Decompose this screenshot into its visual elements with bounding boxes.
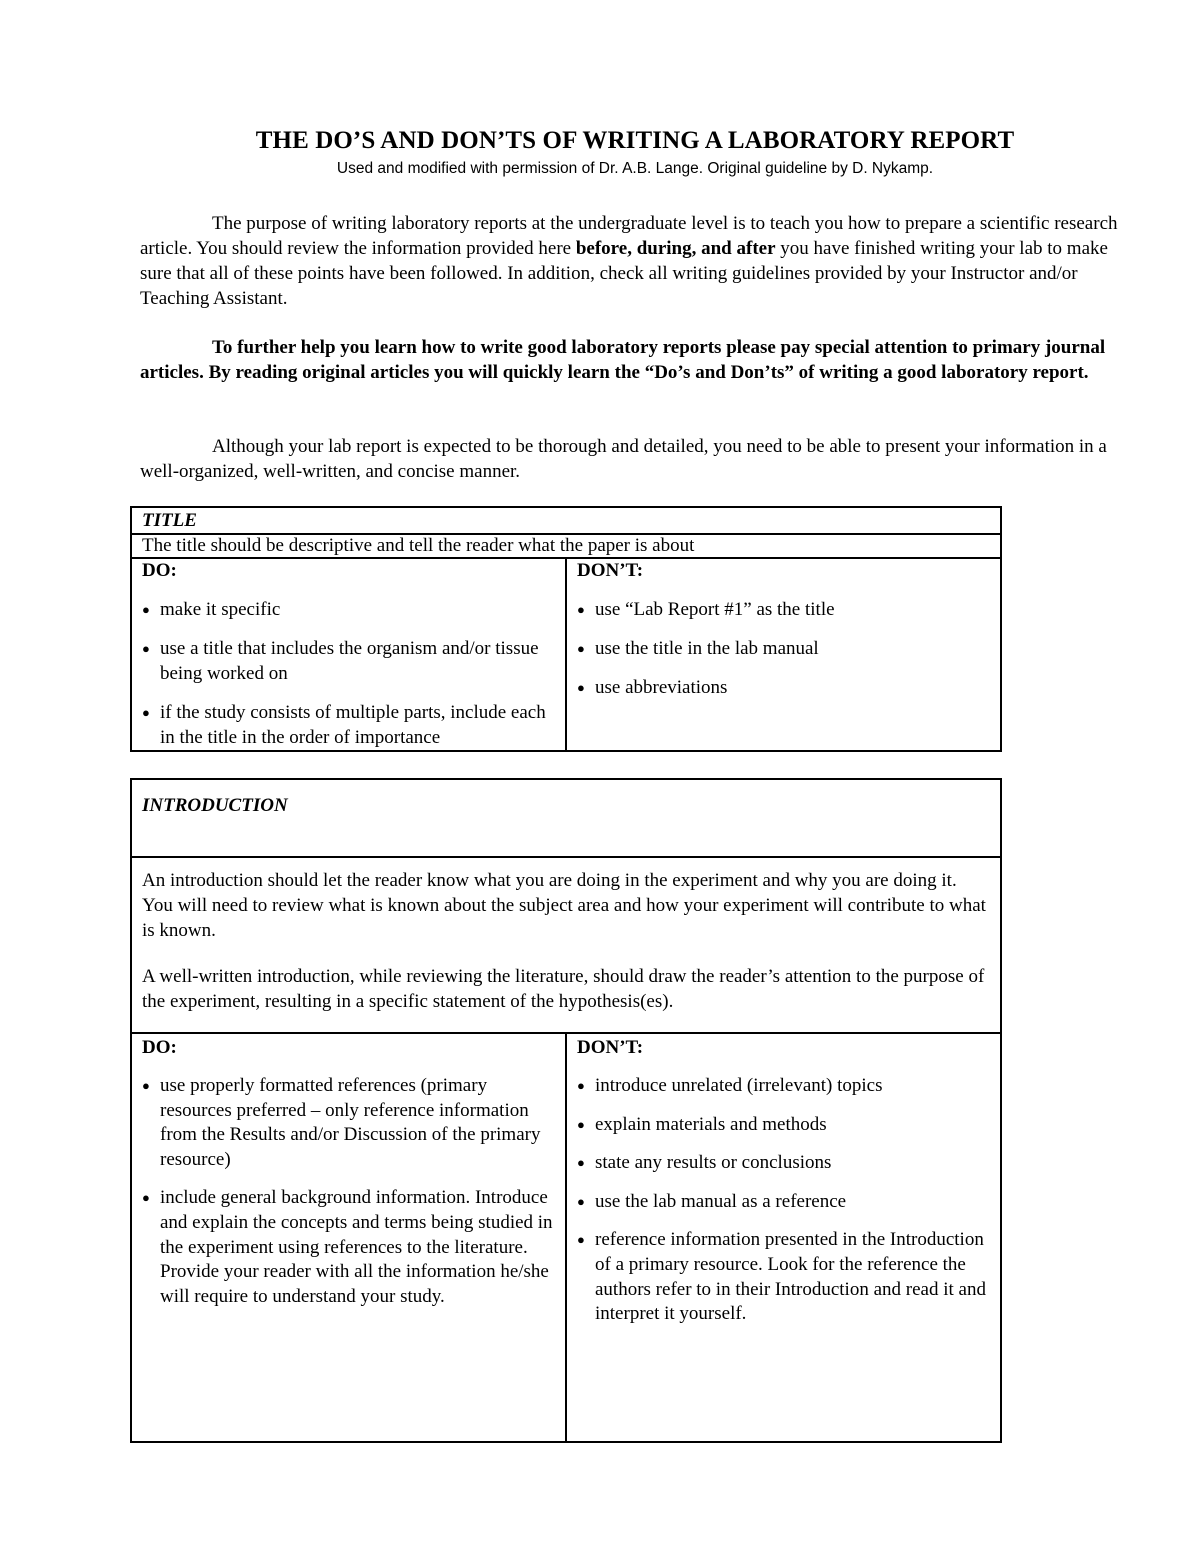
introduction-section-description xyxy=(131,857,1001,1033)
introduction-description-2: A well-written introduction, while reviewing the literature, should draw the reader’s attention to the purpose of the experiment, resulting in a specific statement of the hypothesis(es). xyxy=(142,966,985,1012)
intro-paragraph-emphasis: before, during, and after xyxy=(575,238,776,259)
introduction-do-list xyxy=(142,1074,555,1309)
title-do-label: DO: xyxy=(142,560,177,581)
closing-paragraph xyxy=(140,434,1120,484)
title-do-list xyxy=(142,597,555,750)
list-item: ● use abbreviations xyxy=(577,675,990,700)
bold-paragraph-text: To further help you learn how to write good laboratory reports please pay special attention to primary journal articles. By reading original articles you will quickly learn the “Do’s and Don’ts” of writing a good laboratory report. xyxy=(140,337,1106,383)
title-dont-column xyxy=(566,558,1001,751)
bold-paragraph xyxy=(140,335,1120,385)
list-item: ● use properly formatted references (primary resources preferred – only reference information from the Results and/or Discussion of the primary resource) xyxy=(142,1074,555,1172)
introduction-section-table xyxy=(130,778,1002,1443)
list-item: ● use the title in the lab manual xyxy=(577,636,990,661)
list-item: ● reference information presented in the Introduction of a primary resource. Look for the reference the authors refer to in their Introduction and read it and interpret it yourself. xyxy=(577,1228,990,1326)
introduction-dont-column xyxy=(566,1033,1001,1442)
title-do-column xyxy=(131,558,566,751)
list-item: ● introduce unrelated (irrelevant) topics xyxy=(577,1074,990,1099)
introduction-section-heading: INTRODUCTION xyxy=(131,779,1001,857)
title-section-description: The title should be descriptive and tell the reader what the paper is about xyxy=(131,534,1001,558)
closing-paragraph-text: Although your lab report is expected to be thorough and detailed, you need to be able to present your information in a well-organized, well-written, and concise manner. xyxy=(140,436,1107,482)
list-item: ● use “Lab Report #1” as the title xyxy=(577,597,990,622)
list-item: ● include general background information. Introduce and explain the concepts and terms being studied in the experiment using references to the literature. Provide your reader with all the information he/she will require to understand your study. xyxy=(142,1186,555,1309)
intro-paragraph-part1: The purpose of writing laboratory reports at the undergraduate level is to teach you how to prepare a scientific research article. You should review the information provided here xyxy=(140,213,1118,259)
title-section-table xyxy=(130,506,1002,752)
list-item: ● make it specific xyxy=(142,597,555,622)
title-dont-list xyxy=(577,597,990,700)
list-item: ● use a title that includes the organism and/or tissue being worked on xyxy=(142,636,555,686)
title-section-heading: TITLE xyxy=(131,507,1001,534)
title-dont-label: DON’T: xyxy=(577,560,644,581)
introduction-dont-list xyxy=(577,1074,990,1327)
list-item: ● explain materials and methods xyxy=(577,1113,990,1138)
introduction-description-1: An introduction should let the reader know what you are doing in the experiment and why you are doing it. You will need to review what is known about the subject area and how your experiment will contribute to what is known. xyxy=(142,870,986,941)
list-item: ● use the lab manual as a reference xyxy=(577,1190,990,1215)
introduction-dont-label: DON’T: xyxy=(577,1037,644,1058)
list-item: ● if the study consists of multiple parts, include each in the title in the order of importance xyxy=(142,700,555,750)
document-title: THE DO’S AND DON’TS OF WRITING A LABORATORY REPORT xyxy=(255,127,1015,154)
intro-paragraph-part2: you have finished writing your lab to make sure that all of these points have been followed. In addition, check all writing guidelines provided by your Instructor and/or Teaching Assistant. xyxy=(140,238,1108,309)
list-item: ● state any results or conclusions xyxy=(577,1151,990,1176)
document-subtitle: Used and modified with permission of Dr. A.B. Lange. Original guideline by D. Nykamp. xyxy=(336,160,934,177)
introduction-do-column xyxy=(131,1033,566,1442)
introduction-do-label: DO: xyxy=(142,1037,177,1058)
intro-paragraph xyxy=(140,211,1120,311)
